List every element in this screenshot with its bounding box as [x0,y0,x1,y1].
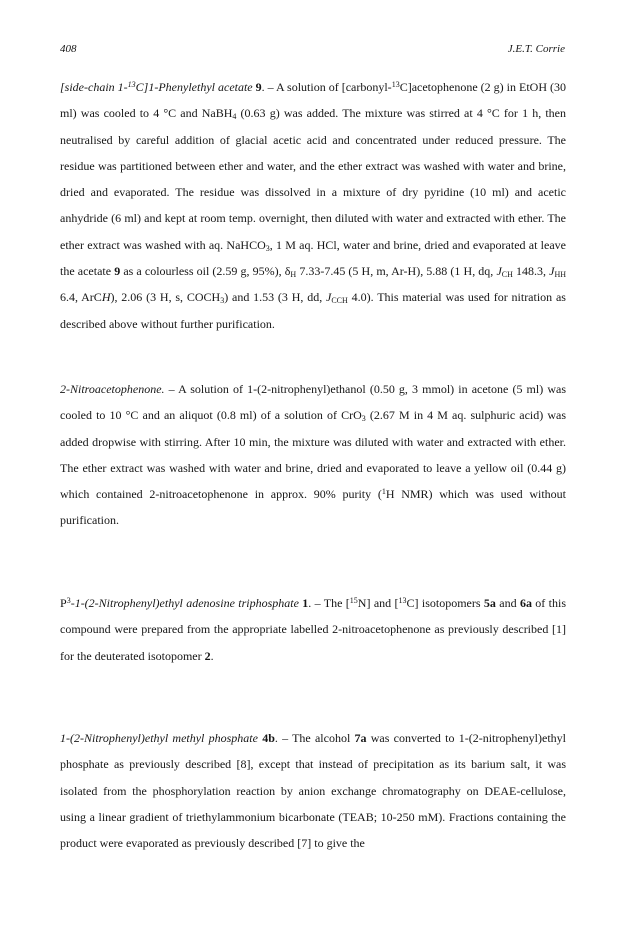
compound-number: 4b [262,731,275,745]
compound-number: 9 [255,80,262,94]
section-heading: 2-Nitroacetophenone. [60,382,165,396]
procedure-caged-atp [60,590,566,669]
procedure-phenylethyl-acetate [60,74,566,337]
section-heading: [side-chain 1-$^{13}$C]1-Phenylethyl acetate [60,80,253,94]
paragraph: 1-(2-Nitrophenyl)ethyl methyl phosphate 4b. – The alcohol 7a was converted to 1-(2-nitrophenyl)ethyl phosphate as previously described [8], except that instead of precipitation as its barium salt, it was isolated from the phosphorylation reaction by anion exchange chromatography on DEAE-cellulose, using a linear gradient of triethylammonium bicarbonate (TEAB; 10-250 mM). Fractions containing the product were evaporated as previously described [7] to give the [60,731,567,851]
procedure-nitroacetophenone [60,376,566,534]
running-head-author: J.E.T. Corrie [507,43,565,55]
paragraph: $P^3-1-(2-Nitrophenyl)ethyl$ adenosine triphosphate 1. – The [$^{15}$N] and [$^{13}$C] isotopomers 5a and 6a of this compound were prepared from the appropriate labelled 2-nitroacetophenone as previously described [1] for the deuterated isotopomer 2. [60,596,566,663]
procedure-methyl-phosphate [60,725,566,856]
paragraph: 2-Nitroacetophenone. – A solution of 1-(2-nitrophenyl)ethanol (0.50 g, 3 mmol) in acetone (5 ml) was cooled to 10 °C and an aliquot (0.8 ml) of a solution of CrO$_3$ (2.67 M in 4 M aq. sulphuric acid) was added dropwise with stirring. After 10 min, the mixture was diluted with water and extracted with ether. The ether extract was washed with water and brine, dried and evaporated to leave a yellow oil (0.44 g) which contained 2-nitroacetophenone in approx. 90% purity ($^1$H NMR) which was used without purification. [60,382,566,528]
paragraph: [side-chain 1-$^{13}$C]1-Phenylethyl acetate 9. – A solution of [carbonyl-$^{13}$C]acetophenone (2 g) in EtOH (30 ml) was cooled to 4 °C and NaBH$_4$ (0.63 g) was added. The mixture was stirred at 4 °C for 1 h, then neutralised by careful addition of glacial acetic acid and concentrated under reduced pressure. The residue was partitioned between ether and water, and the ether extract was washed with water and brine, dried and evaporated. The residue was dissolved in a mixture of dry pyridine (10 ml) and acetic anhydride (6 ml) and kept at room temp. overnight, then diluted with water and extracted with ether. The ether extract was washed with aq. NaHCO$_3$, 1 M aq. HCl, water and brine, dried and evaporated at leave the acetate 9 as a colourless oil (2.59 g, 95%), $\delta_H$ 7.33-7.45 (5 H, m, Ar-H), 5.88 (1 H, dq, $J_{CH}$ 148.3, $J_{HH}$ 6.4, ArCH), 2.06 (3 H, s, $COCH_3$) and 1.53 (3 H, dd, $J_{CCH}$ 4.0). This material was used for nitration as described above without further purification. [60,80,567,331]
compound-number: 1 [302,596,309,610]
page-number: 408 [60,43,77,55]
section-heading: 1-(2-Nitrophenyl)ethyl adenosine triphosphate [74,596,299,610]
section-heading: 1-(2-Nitrophenyl)ethyl methyl phosphate [60,731,258,745]
